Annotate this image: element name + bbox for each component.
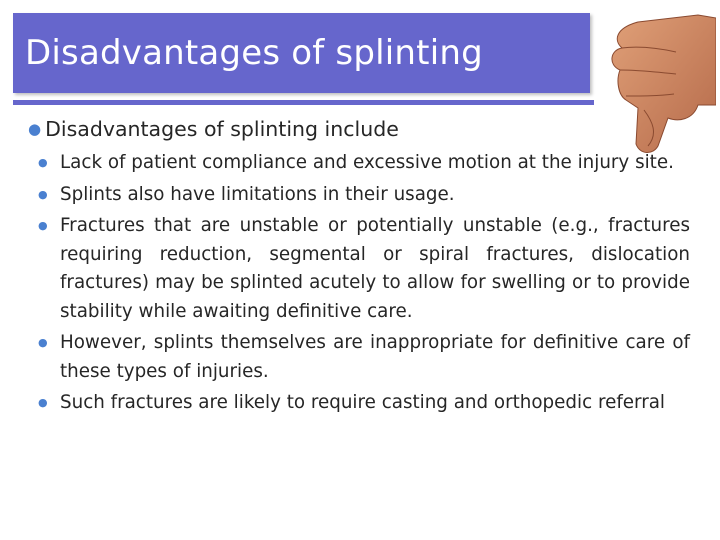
slide-content (28, 117, 690, 421)
list-item-text: However, splints themselves are inappropriate for definitive care of these types of injuries. (60, 332, 690, 382)
list-item (38, 389, 690, 418)
bullet-dot-icon: ● (38, 219, 48, 232)
bullet-dot-icon: ● (38, 396, 48, 409)
bullet-dot-icon: ● (38, 187, 48, 201)
bullet-dot-icon: ● (38, 336, 48, 349)
main-bullet-text: Disadvantages of splinting include (45, 117, 399, 141)
list-item (38, 149, 690, 178)
title-bar (13, 13, 590, 93)
bullet-dot-icon: ● (38, 156, 48, 169)
list-item-text: Splints also have limitations in their usage. (60, 183, 455, 205)
sub-bullet-list (28, 149, 690, 418)
title-underline (13, 100, 594, 105)
list-item-text: Lack of patient compliance and excessive motion at the injury site. (60, 152, 674, 173)
list-item-text: Fractures that are unstable or potentially unstable (e.g., fractures requiring reduction, segmental or spiral fractures, dislocation fractures) may be splinted acutely to allow for swelling or to provide stability while awaiting definitive care. (60, 215, 690, 322)
list-item (38, 212, 690, 326)
list-item (38, 181, 690, 210)
list-item (38, 329, 690, 386)
main-bullet (28, 117, 690, 141)
list-item-text: Such fractures are likely to require casting and orthopedic referral (60, 392, 665, 413)
bullet-dot-icon: ● (28, 120, 42, 138)
slide-title: Disadvantages of splinting (25, 33, 483, 73)
